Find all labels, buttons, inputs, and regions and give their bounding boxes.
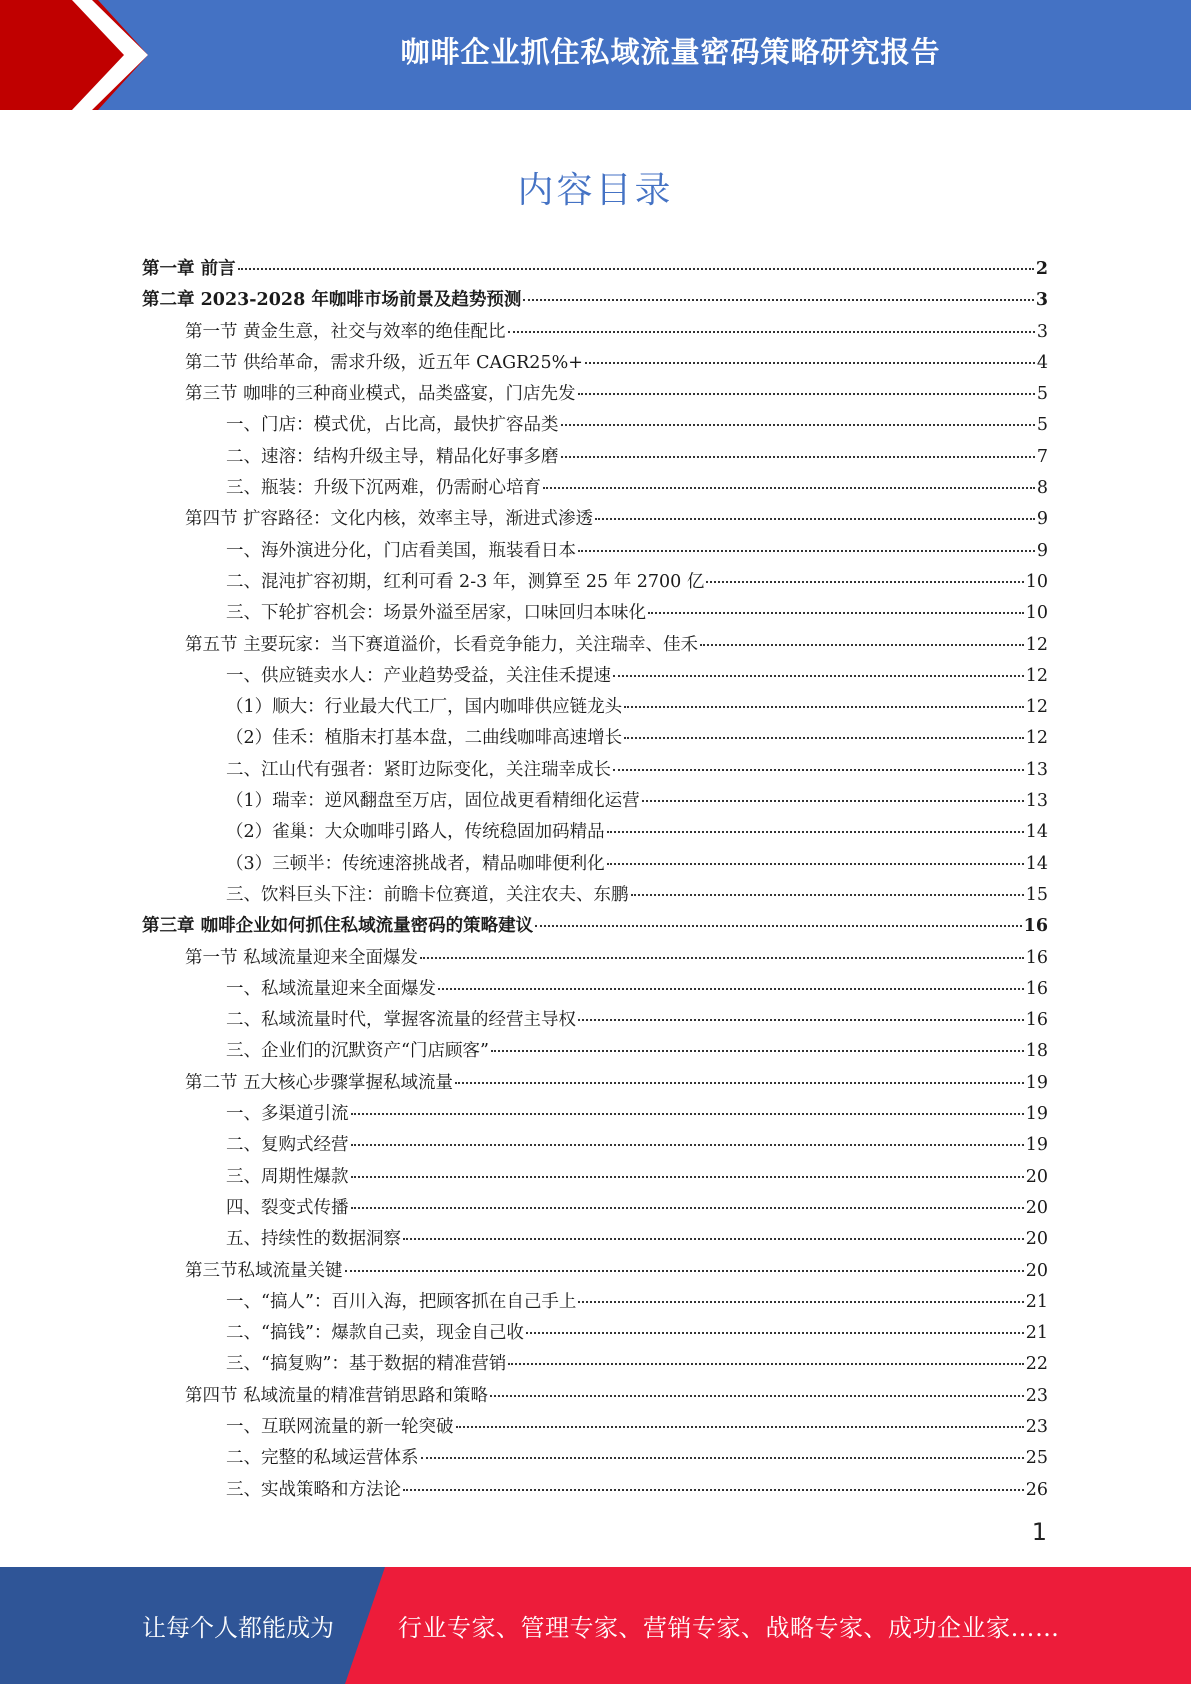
toc-entry-title: 五、持续性的数据洞察 — [226, 1229, 401, 1250]
toc-dot-leader — [526, 1332, 1024, 1334]
toc-dot-leader — [523, 299, 1033, 301]
toc-entry-title: （1）瑞幸：逆风翻盘至万店，固位战更看精细化运营 — [226, 791, 640, 812]
toc-entry-title: 第四节 扩容路径：文化内核，效率主导，渐进式渗透 — [185, 509, 594, 530]
toc-entry-page: 19 — [1025, 1104, 1048, 1125]
toc-dot-leader — [561, 456, 1035, 458]
toc-dot-leader — [455, 1082, 1024, 1084]
toc-entry-page: 20 — [1025, 1260, 1048, 1281]
header-banner — [0, 0, 1191, 110]
toc-dot-leader — [403, 1238, 1024, 1240]
toc-entry[interactable] — [142, 410, 1048, 441]
toc-entry-page: 20 — [1025, 1197, 1048, 1218]
toc-entry-title: 三、实战策略和方法论 — [226, 1479, 401, 1500]
toc-dot-leader — [706, 581, 1023, 583]
toc-entry-title: 三、企业们的沉默资产“门店顾客” — [226, 1041, 489, 1062]
footer-banner — [0, 1567, 1191, 1684]
toc-dot-leader — [613, 769, 1024, 771]
toc-entry-title: 一、互联网流量的新一轮突破 — [226, 1416, 454, 1437]
toc-dot-leader — [595, 518, 1035, 520]
toc-dot-leader — [345, 1270, 1024, 1272]
toc-entry[interactable] — [142, 567, 1048, 598]
toc-entry[interactable] — [142, 1256, 1048, 1287]
toc-entry[interactable] — [142, 1130, 1048, 1161]
toc-entry-title: 二、完整的私域运营体系 — [226, 1448, 419, 1469]
toc-entry-page: 12 — [1025, 634, 1048, 655]
toc-entry-title: 三、下轮扩容机会：场景外溢至居家，口味回归本味化 — [226, 603, 646, 624]
toc-entry-title: 一、“搞人”：百川入海，把顾客抓在自己手上 — [226, 1291, 577, 1312]
toc-entry-title: 第一节 私域流量迎来全面爆发 — [185, 947, 419, 968]
toc-entry[interactable] — [142, 1162, 1048, 1193]
toc-entry[interactable] — [142, 285, 1048, 316]
toc-dot-leader — [351, 1144, 1024, 1146]
toc-entry[interactable] — [142, 317, 1048, 348]
toc-dot-leader — [578, 1019, 1024, 1021]
toc-entry[interactable] — [142, 849, 1048, 880]
toc-entry[interactable] — [142, 379, 1048, 410]
toc-entry-page: 4 — [1036, 352, 1048, 373]
toc-entry-title: （2）佳禾：植脂末打基本盘，二曲线咖啡高速增长 — [226, 728, 623, 749]
toc-dot-leader — [607, 863, 1024, 865]
toc-entry-page: 12 — [1025, 697, 1048, 718]
toc-entry-title: （3）三顿半：传统速溶挑战者，精品咖啡便利化 — [226, 853, 605, 874]
toc-entry-page: 5 — [1036, 415, 1048, 436]
toc-entry-page: 13 — [1025, 791, 1048, 812]
toc-entry[interactable] — [142, 1224, 1048, 1255]
footer-slogan-left: 让每个人都能成为 — [142, 1614, 334, 1642]
toc-entry-title: （1）顺大：行业最大代工厂，国内咖啡供应链龙头 — [226, 697, 623, 718]
toc-entry[interactable] — [142, 817, 1048, 848]
toc-entry[interactable] — [142, 1318, 1048, 1349]
toc-dot-leader — [351, 1176, 1024, 1178]
toc-dot-leader — [700, 644, 1024, 646]
toc-entry[interactable] — [142, 348, 1048, 379]
toc-entry-title: 第三节 咖啡的三种商业模式，品类盛宴，门店先发 — [185, 384, 576, 405]
toc-entry-title: 二、“搞钱”：爆款自己卖，现金自己收 — [226, 1323, 524, 1344]
toc-entry-title: 第四节 私域流量的精准营销思路和策略 — [185, 1385, 489, 1406]
toc-dot-leader — [238, 268, 1034, 270]
toc-entry-page: 3 — [1036, 321, 1048, 342]
toc-entry-page: 3 — [1035, 290, 1048, 311]
toc-entry[interactable] — [142, 943, 1048, 974]
toc-entry[interactable] — [142, 1287, 1048, 1318]
toc-entry[interactable] — [142, 1193, 1048, 1224]
toc-dot-leader — [403, 1489, 1024, 1491]
toc-entry-page: 19 — [1025, 1072, 1048, 1093]
toc-entry-title: 一、门店：模式优，占比高，最快扩容品类 — [226, 415, 559, 436]
toc-entry[interactable] — [142, 1068, 1048, 1099]
toc-dot-leader — [578, 550, 1035, 552]
toc-entry[interactable] — [142, 1005, 1048, 1036]
toc-entry-title: 第五节 主要玩家：当下赛道溢价，长看竞争能力，关注瑞幸、佳禾 — [185, 634, 699, 655]
toc-entry-title: 二、江山代有强者：紧盯边际变化，关注瑞幸成长 — [226, 759, 611, 780]
toc-dot-leader — [578, 393, 1035, 395]
toc-entry[interactable] — [142, 1412, 1048, 1443]
toc-entry-page: 13 — [1025, 759, 1048, 780]
toc-entry-title: 第二节 供给革命，需求升级，近五年 CAGR25%+ — [185, 352, 583, 373]
toc-entry[interactable] — [142, 1099, 1048, 1130]
toc-entry-page: 23 — [1025, 1385, 1048, 1406]
report-title: 咖啡企业抓住私域流量密码策略研究报告 — [400, 34, 941, 69]
toc-entry-title: 二、复购式经营 — [226, 1135, 349, 1156]
toc-entry-title: 三、瓶装：升级下沉两难，仍需耐心培育 — [226, 478, 541, 499]
toc-entry[interactable] — [142, 661, 1048, 692]
toc-entry-page: 10 — [1025, 603, 1048, 624]
toc-entry[interactable] — [142, 442, 1048, 473]
toc-entry-page: 14 — [1025, 822, 1048, 843]
toc-entry-title: 二、私域流量时代，掌握客流量的经营主导权 — [226, 1010, 576, 1031]
toc-entry-title: 第一节 黄金生意，社交与效率的绝佳配比 — [185, 321, 506, 342]
toc-entry[interactable] — [142, 504, 1048, 535]
toc-entry-page: 10 — [1025, 571, 1048, 592]
toc-entry[interactable] — [142, 536, 1048, 567]
toc-entry-page: 16 — [1025, 1010, 1048, 1031]
toc-entry-page: 18 — [1025, 1041, 1048, 1062]
toc-dot-leader — [642, 800, 1024, 802]
toc-dot-leader — [535, 925, 1022, 927]
toc-entry-title: 一、供应链卖水人：产业趋势受益，关注佳禾提速 — [226, 665, 611, 686]
toc-entry-page: 21 — [1025, 1291, 1048, 1312]
toc-entry-page: 9 — [1036, 540, 1048, 561]
toc-entry-title: 二、速溶：结构升级主导，精品化好事多磨 — [226, 446, 559, 467]
toc-entry-page: 15 — [1025, 884, 1048, 905]
toc-entry-title: 一、多渠道引流 — [226, 1104, 349, 1125]
toc-entry-title: 三、“搞复购”：基于数据的精准营销 — [226, 1354, 507, 1375]
toc-entry[interactable] — [142, 598, 1048, 629]
toc-entry[interactable] — [142, 1349, 1048, 1380]
toc-entry-title: 第二章 2023-2028 年咖啡市场前景及趋势预测 — [142, 290, 522, 311]
toc-heading: 内容目录 — [517, 170, 674, 211]
toc-entry-page: 19 — [1025, 1135, 1048, 1156]
toc-entry-page: 14 — [1025, 853, 1048, 874]
toc-dot-leader — [438, 988, 1024, 990]
toc-dot-leader — [420, 957, 1024, 959]
toc-dot-leader — [351, 1113, 1024, 1115]
toc-entry-page: 25 — [1025, 1448, 1048, 1469]
toc-entry[interactable] — [142, 473, 1048, 504]
toc-dot-leader — [578, 1301, 1023, 1303]
page-number: 1 — [1031, 1518, 1047, 1546]
toc-dot-leader — [456, 1426, 1024, 1428]
toc-entry-page: 16 — [1023, 916, 1048, 937]
toc-entry-page: 16 — [1025, 947, 1048, 968]
toc-entry-title: 一、私域流量迎来全面爆发 — [226, 978, 436, 999]
toc-entry-page: 26 — [1025, 1479, 1048, 1500]
toc-entry-page: 7 — [1036, 446, 1048, 467]
toc-entry-page: 21 — [1025, 1323, 1048, 1344]
toc-entry[interactable] — [142, 723, 1048, 754]
toc-entry[interactable] — [142, 755, 1048, 786]
toc-entry[interactable] — [142, 254, 1048, 285]
toc-dot-leader — [648, 612, 1024, 614]
toc-dot-leader — [508, 331, 1035, 333]
toc-entry-title: 一、海外演进分化，门店看美国，瓶装看日本 — [226, 540, 576, 561]
toc-dot-leader — [421, 1457, 1024, 1459]
toc-entry-title: 第三章 咖啡企业如何抓住私域流量密码的策略建议 — [142, 916, 534, 937]
toc-entry-title: 二、混沌扩容初期，红利可看 2-3 年，测算至 25 年 2700 亿 — [226, 571, 705, 592]
toc-entry-title: 第一章 前言 — [142, 259, 236, 279]
toc-entry-title: 四、裂变式传播 — [226, 1197, 349, 1218]
toc-entry[interactable] — [142, 1475, 1048, 1506]
toc-entry[interactable] — [142, 786, 1048, 817]
toc-entry-title: （2）雀巢：大众咖啡引路人，传统稳固加码精品 — [226, 822, 605, 843]
toc-entry-page: 20 — [1025, 1229, 1048, 1250]
toc-dot-leader — [585, 362, 1035, 364]
toc-entry[interactable] — [142, 1036, 1048, 1067]
toc-entry-page: 2 — [1035, 259, 1048, 279]
toc-entry-page: 12 — [1025, 728, 1048, 749]
toc-dot-leader — [607, 831, 1024, 833]
toc-dot-leader — [508, 1363, 1023, 1365]
toc-entry-page: 16 — [1025, 978, 1048, 999]
toc-dot-leader — [351, 1207, 1024, 1209]
toc-entry-page: 23 — [1025, 1416, 1048, 1437]
toc-dot-leader — [491, 1050, 1024, 1052]
toc-entry-page: 20 — [1025, 1166, 1048, 1187]
toc-dot-leader — [490, 1395, 1024, 1397]
toc-entry-page: 9 — [1036, 509, 1048, 530]
toc-entry-title: 第二节 五大核心步骤掌握私域流量 — [185, 1072, 454, 1093]
table-of-contents — [142, 254, 1048, 1506]
toc-dot-leader — [613, 675, 1024, 677]
toc-entry-title: 三、周期性爆款 — [226, 1166, 349, 1187]
toc-dot-leader — [631, 894, 1024, 896]
arrow-chevron-icon — [0, 0, 150, 110]
toc-entry[interactable] — [142, 911, 1048, 942]
toc-entry[interactable] — [142, 630, 1048, 661]
toc-dot-leader — [624, 737, 1024, 739]
toc-entry-title: 三、饮料巨头下注：前瞻卡位赛道，关注农夫、东鹏 — [226, 884, 629, 905]
footer-slogan-right: 行业专家、管理专家、营销专家、战略专家、成功企业家…… — [398, 1614, 1060, 1642]
toc-dot-leader — [624, 706, 1024, 708]
toc-entry[interactable] — [142, 1443, 1048, 1474]
toc-entry[interactable] — [142, 880, 1048, 911]
toc-entry[interactable] — [142, 974, 1048, 1005]
toc-entry-page: 12 — [1025, 665, 1048, 686]
toc-entry[interactable] — [142, 692, 1048, 723]
toc-entry-page: 5 — [1036, 384, 1048, 405]
toc-entry[interactable] — [142, 1381, 1048, 1412]
toc-dot-leader — [543, 487, 1035, 489]
toc-entry-page: 22 — [1025, 1354, 1048, 1375]
toc-entry-page: 8 — [1036, 478, 1048, 499]
toc-entry-title: 第三节私域流量关键 — [185, 1260, 343, 1281]
toc-dot-leader — [561, 424, 1035, 426]
